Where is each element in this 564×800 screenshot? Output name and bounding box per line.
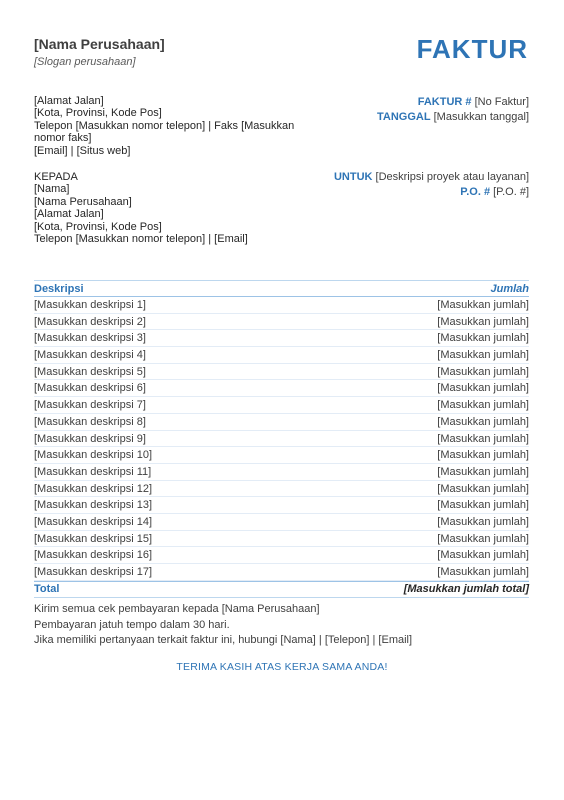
- project-for-line: [334, 170, 529, 185]
- table-row: [34, 380, 529, 397]
- bill-to-street: [Alamat Jalan]: [34, 208, 104, 221]
- table-row: [34, 464, 529, 481]
- table-row: [34, 414, 529, 431]
- table-row: [34, 431, 529, 448]
- row-description: [Masukkan deskripsi 8]: [34, 415, 146, 428]
- table-row: [34, 447, 529, 464]
- invoice-date-value: [Masukkan tanggal]: [433, 111, 529, 123]
- table-row: [34, 481, 529, 498]
- row-amount: [Masukkan jumlah]: [437, 465, 529, 478]
- table-row: [34, 347, 529, 364]
- table-row: [34, 330, 529, 347]
- bill-to-contact: Telepon [Masukkan nomor telepon] | [Email]: [34, 233, 248, 246]
- row-amount: [Masukkan jumlah]: [437, 299, 529, 311]
- table-header: [34, 280, 529, 297]
- table-row: [34, 364, 529, 381]
- sender-email-web: [Email] | [Situs web]: [34, 144, 131, 157]
- bill-to-company: [Nama Perusahaan]: [34, 195, 132, 208]
- table-row: [34, 564, 529, 581]
- bill-to-name: [Nama]: [34, 183, 70, 196]
- row-description: [Masukkan deskripsi 10]: [34, 449, 152, 462]
- row-description: [Masukkan deskripsi 5]: [34, 365, 146, 378]
- row-description: [Masukkan deskripsi 2]: [34, 315, 146, 328]
- po-number-value: [P.O. #]: [493, 186, 529, 198]
- line-items-table: [34, 280, 529, 598]
- table-row: [34, 314, 529, 331]
- payment-note-3: Jika memiliki pertanyaan terkait faktur ini, hubungi [Nama] | [Telepon] | [Email]: [34, 634, 413, 646]
- row-amount: [Masukkan jumlah]: [437, 332, 529, 345]
- payment-note-2: Pembayaran jatuh tempo dalam 30 hari.: [34, 618, 230, 631]
- invoice-number-value: [No Faktur]: [474, 96, 529, 108]
- bill-to-block: [34, 171, 324, 245]
- po-number-label: P.O. #: [460, 186, 491, 198]
- row-description: [Masukkan deskripsi 15]: [34, 532, 152, 545]
- sender-city: [Kota, Provinsi, Kode Pos]: [34, 107, 162, 120]
- row-amount: [Masukkan jumlah]: [437, 415, 529, 428]
- row-description: [Masukkan deskripsi 6]: [34, 382, 146, 395]
- invoice-number-label: FAKTUR #: [417, 96, 472, 108]
- row-description: [Masukkan deskripsi 1]: [34, 299, 146, 311]
- row-description: [Masukkan deskripsi 16]: [34, 549, 152, 562]
- invoice-title: FAKTUR: [416, 34, 528, 64]
- invoice-meta: [377, 95, 529, 125]
- row-description: [Masukkan deskripsi 7]: [34, 399, 146, 412]
- row-description: [Masukkan deskripsi 13]: [34, 499, 152, 512]
- company-slogan: [Slogan perusahaan]: [34, 56, 136, 68]
- row-description: [Masukkan deskripsi 11]: [34, 465, 152, 478]
- row-amount: [Masukkan jumlah]: [437, 532, 529, 545]
- thank-you-message: TERIMA KASIH ATAS KERJA SAMA ANDA!: [176, 661, 388, 673]
- sender-phone-fax: Telepon [Masukkan nomor telepon] | Faks [Masukkan nomor faks]: [34, 119, 295, 145]
- payment-note-1: Kirim semua cek pembayaran kepada [Nama Perusahaan]: [34, 603, 320, 615]
- row-amount: [Masukkan jumlah]: [437, 349, 529, 362]
- row-description: [Masukkan deskripsi 12]: [34, 482, 152, 495]
- row-amount: [Masukkan jumlah]: [437, 515, 529, 528]
- sender-street: [Alamat Jalan]: [34, 95, 104, 107]
- row-amount: [Masukkan jumlah]: [437, 549, 529, 562]
- bill-to-city: [Kota, Provinsi, Kode Pos]: [34, 220, 162, 233]
- table-body: [34, 297, 529, 581]
- row-description: [Masukkan deskripsi 9]: [34, 432, 146, 445]
- table-row: [34, 297, 529, 314]
- row-description: [Masukkan deskripsi 17]: [34, 566, 152, 578]
- row-amount: [Masukkan jumlah]: [437, 382, 529, 395]
- table-row: [34, 397, 529, 414]
- table-row: [34, 497, 529, 514]
- column-header-amount: Jumlah: [490, 283, 529, 295]
- row-amount: [Masukkan jumlah]: [437, 449, 529, 462]
- row-amount: [Masukkan jumlah]: [437, 482, 529, 495]
- row-amount: [Masukkan jumlah]: [437, 315, 529, 328]
- invoice-date-label: TANGGAL: [376, 111, 431, 123]
- column-header-description: Deskripsi: [34, 283, 84, 295]
- sender-address: [34, 95, 324, 157]
- total-value: [Masukkan jumlah total]: [403, 582, 529, 595]
- row-description: [Masukkan deskripsi 14]: [34, 515, 152, 528]
- project-for-value: [Deskripsi proyek atau layanan]: [375, 171, 529, 183]
- project-for-label: UNTUK: [333, 171, 373, 183]
- row-amount: [Masukkan jumlah]: [437, 399, 529, 412]
- invoice-number-line: [377, 95, 529, 110]
- payment-notes: [34, 602, 412, 649]
- total-label: Total: [34, 582, 60, 595]
- bill-to-label: KEPADA: [34, 171, 78, 183]
- row-description: [Masukkan deskripsi 4]: [34, 349, 146, 362]
- table-row: [34, 531, 529, 548]
- company-name: [Nama Perusahaan]: [34, 36, 165, 52]
- row-amount: [Masukkan jumlah]: [437, 432, 529, 445]
- invoice-date-line: [377, 110, 529, 125]
- row-amount: [Masukkan jumlah]: [437, 365, 529, 378]
- po-number-line: [334, 185, 529, 200]
- row-amount: [Masukkan jumlah]: [437, 566, 529, 578]
- project-meta: [334, 170, 529, 200]
- table-row: [34, 514, 529, 531]
- table-row: [34, 547, 529, 564]
- row-description: [Masukkan deskripsi 3]: [34, 332, 146, 345]
- table-total-row: [34, 581, 529, 598]
- row-amount: [Masukkan jumlah]: [437, 499, 529, 512]
